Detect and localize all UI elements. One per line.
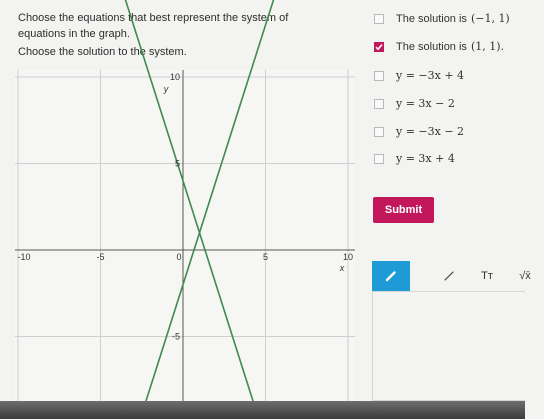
equation-choice-2[interactable]: [374, 97, 455, 110]
solution-value: (1, 1).: [470, 40, 505, 53]
equation-text: y = 3x − 2: [396, 97, 455, 110]
x-tick-label: 10: [342, 252, 354, 262]
line-tool-button[interactable]: [430, 261, 468, 291]
x-tick-label: -5: [96, 252, 105, 262]
pencil-tool-button[interactable]: [372, 261, 410, 291]
y-tick-label: 10: [169, 72, 180, 82]
coordinate-graph: [0, 70, 372, 401]
x-tick-label: 0: [176, 252, 182, 262]
solution-label: The solution is: [396, 40, 467, 53]
checkbox[interactable]: [374, 71, 384, 81]
answer-panel[interactable]: [372, 291, 525, 401]
graph-background: [15, 70, 355, 401]
checkbox[interactable]: [374, 154, 384, 164]
equation-text: y = −3x − 2: [396, 125, 465, 138]
pencil-icon: [384, 269, 398, 283]
solution-choice-1[interactable]: [374, 12, 510, 25]
solution-value: (−1, 1): [470, 12, 510, 25]
y-tick-label: -5: [171, 331, 180, 342]
check-icon: [375, 43, 383, 51]
equation-choice-4[interactable]: [374, 152, 455, 165]
solution-choice-2[interactable]: [374, 40, 504, 53]
checkbox[interactable]: [374, 14, 384, 24]
grid: [15, 70, 355, 401]
solution-label: The solution is: [396, 12, 467, 25]
bottom-bar: [0, 401, 525, 419]
line-icon: [442, 269, 456, 283]
x-tick-label: -10: [17, 252, 31, 262]
equation-text: y = −3x + 4: [396, 69, 465, 82]
sqrt-tool-button[interactable]: [506, 261, 544, 291]
checkbox[interactable]: [374, 99, 384, 109]
submit-button[interactable]: Submit: [373, 197, 434, 223]
x-axis-label: x: [339, 263, 345, 273]
equation-choice-1[interactable]: [374, 69, 464, 82]
text-tool-label: Tт: [481, 270, 493, 282]
equation-text: y = 3x + 4: [396, 152, 455, 165]
y-axis-label: y: [163, 84, 169, 94]
x-tick-label: 5: [262, 252, 269, 262]
instructions-solution-text: Choose the solution to the system.: [18, 46, 187, 58]
checkbox-checked[interactable]: [374, 42, 384, 52]
instructions-text: Choose the equations that best represent the system of equations in the graph.: [18, 12, 289, 40]
sqrt-tool-label: √x̄: [519, 270, 531, 282]
y-tick-label: 5: [174, 158, 180, 169]
equation-choice-3[interactable]: [374, 125, 464, 138]
answer-toolbar: [372, 261, 544, 291]
checkbox[interactable]: [374, 127, 384, 137]
text-tool-button[interactable]: [468, 261, 506, 291]
